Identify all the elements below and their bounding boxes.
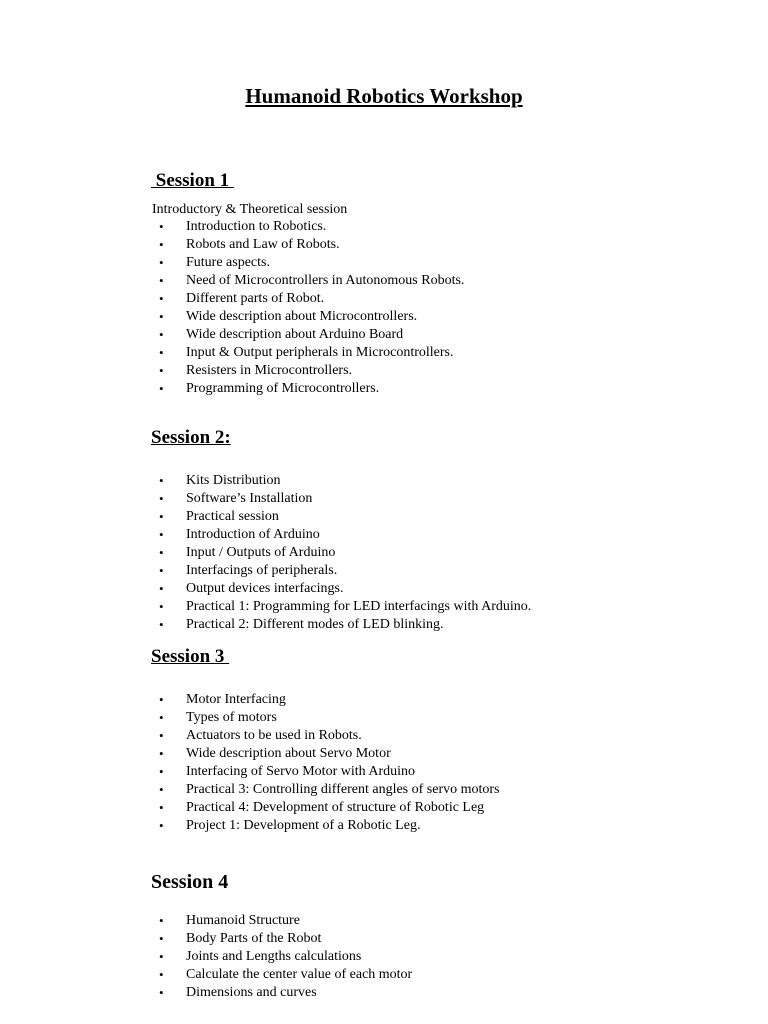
list-item-text: Kits Distribution (186, 473, 281, 488)
list-item (0, 362, 464, 380)
list-item-text: Practical 1: Programming for LED interfacings with Arduino. (186, 599, 532, 614)
list-item-text: Joints and Lengths calculations (186, 949, 362, 964)
session-1-list (0, 218, 464, 398)
list-item (0, 290, 464, 308)
list-item (0, 948, 412, 966)
bullet-icon: • (159, 309, 164, 324)
list-item-text: Motor Interfacing (186, 692, 286, 707)
bullet-icon: • (159, 764, 164, 779)
bullet-icon: • (159, 509, 164, 524)
bullet-icon: • (159, 473, 164, 488)
bullet-icon: • (159, 219, 164, 234)
list-item (0, 930, 412, 948)
list-item (0, 781, 500, 799)
list-item-text: Calculate the center value of each motor (186, 967, 413, 982)
session-4-heading: Session 4 (151, 871, 229, 893)
list-item (0, 598, 531, 616)
bullet-icon: • (159, 949, 164, 964)
list-item-text: Robots and Law of Robots. (186, 237, 340, 252)
list-item (0, 727, 500, 745)
bullet-icon: • (159, 728, 164, 743)
list-item (0, 508, 531, 526)
bullet-icon: • (159, 800, 164, 815)
bullet-icon: • (159, 746, 164, 761)
bullet-icon: • (159, 527, 164, 542)
bullet-icon: • (159, 985, 164, 1000)
bullet-icon: • (159, 599, 164, 614)
list-item-text: Project 1: Development of a Robotic Leg. (186, 818, 421, 833)
list-item-text: Future aspects. (186, 255, 270, 270)
list-item-text: Practical session (186, 509, 279, 524)
list-item-text: Dimensions and curves (186, 985, 317, 1000)
list-item (0, 526, 531, 544)
list-item-text: Resisters in Microcontrollers. (186, 363, 353, 378)
list-item-text: Practical 4: Development of structure of Robotic Leg (186, 800, 485, 815)
list-item (0, 709, 500, 727)
bullet-icon: • (159, 255, 164, 270)
bullet-icon: • (159, 273, 164, 288)
list-item (0, 544, 531, 562)
list-item-text: Introduction to Robotics. (186, 219, 327, 234)
list-item (0, 380, 464, 398)
session-1-heading: Session 1 (151, 170, 234, 191)
list-item-text: Introduction of Arduino (186, 527, 320, 542)
list-item (0, 912, 412, 930)
bullet-icon: • (159, 563, 164, 578)
list-item-text: Need of Microcontrollers in Autonomous Robots. (186, 273, 465, 288)
list-item (0, 984, 412, 1002)
list-item (0, 326, 464, 344)
bullet-icon: • (159, 581, 164, 596)
bullet-icon: • (159, 782, 164, 797)
list-item (0, 763, 500, 781)
session-1-subtitle: Introductory & Theoretical session (152, 202, 348, 217)
list-item (0, 272, 464, 290)
list-item-text: Types of motors (186, 710, 277, 725)
list-item (0, 218, 464, 236)
list-item-text: Interfacing of Servo Motor with Arduino (186, 764, 416, 779)
list-item (0, 344, 464, 362)
session-3-heading: Session 3 (151, 646, 230, 667)
list-item (0, 616, 531, 634)
bullet-icon: • (159, 345, 164, 360)
list-item-text: Interfacings of peripherals. (186, 563, 338, 578)
bullet-icon: • (159, 818, 164, 833)
list-item-text: Wide description about Microcontrollers. (186, 309, 418, 324)
bullet-icon: • (159, 327, 164, 342)
list-item (0, 580, 531, 598)
session-3-list (0, 691, 500, 835)
list-item-text: Practical 3: Controlling different angles of servo motors (186, 782, 500, 797)
bullet-icon: • (159, 381, 164, 396)
bullet-icon: • (159, 692, 164, 707)
list-item-text: Wide description about Servo Motor (186, 746, 391, 761)
bullet-icon: • (159, 710, 164, 725)
list-item (0, 745, 500, 763)
list-item-text: Wide description about Arduino Board (186, 327, 404, 342)
list-item (0, 472, 531, 490)
bullet-icon: • (159, 491, 164, 506)
list-item-text: Actuators to be used in Robots. (186, 728, 362, 743)
list-item (0, 691, 500, 709)
list-item (0, 308, 464, 326)
bullet-icon: • (159, 967, 164, 982)
list-item-text: Output devices interfacings. (186, 581, 344, 596)
list-item (0, 799, 500, 817)
bullet-icon: • (159, 617, 164, 632)
list-item (0, 562, 531, 580)
session-2-list (0, 472, 531, 634)
list-item-text: Practical 2: Different modes of LED blinking. (186, 617, 444, 632)
list-item (0, 236, 464, 254)
list-item-text: Humanoid Structure (186, 913, 300, 928)
list-item (0, 817, 500, 835)
list-item-text: Different parts of Robot. (186, 291, 325, 306)
list-item (0, 966, 412, 984)
bullet-icon: • (159, 931, 164, 946)
document-title: Humanoid Robotics Workshop (245, 84, 523, 108)
session-4-list (0, 912, 412, 1002)
list-item (0, 254, 464, 272)
session-2-heading: Session 2: (151, 427, 231, 448)
list-item-text: Input / Outputs of Arduino (186, 545, 336, 560)
bullet-icon: • (159, 237, 164, 252)
list-item-text: Software’s Installation (186, 491, 313, 506)
list-item (0, 490, 531, 508)
bullet-icon: • (159, 363, 164, 378)
bullet-icon: • (159, 291, 164, 306)
list-item-text: Input & Output peripherals in Microcontrollers. (186, 345, 454, 360)
bullet-icon: • (159, 913, 164, 928)
list-item-text: Programming of Microcontrollers. (186, 381, 380, 396)
list-item-text: Body Parts of the Robot (186, 931, 322, 946)
bullet-icon: • (159, 545, 164, 560)
